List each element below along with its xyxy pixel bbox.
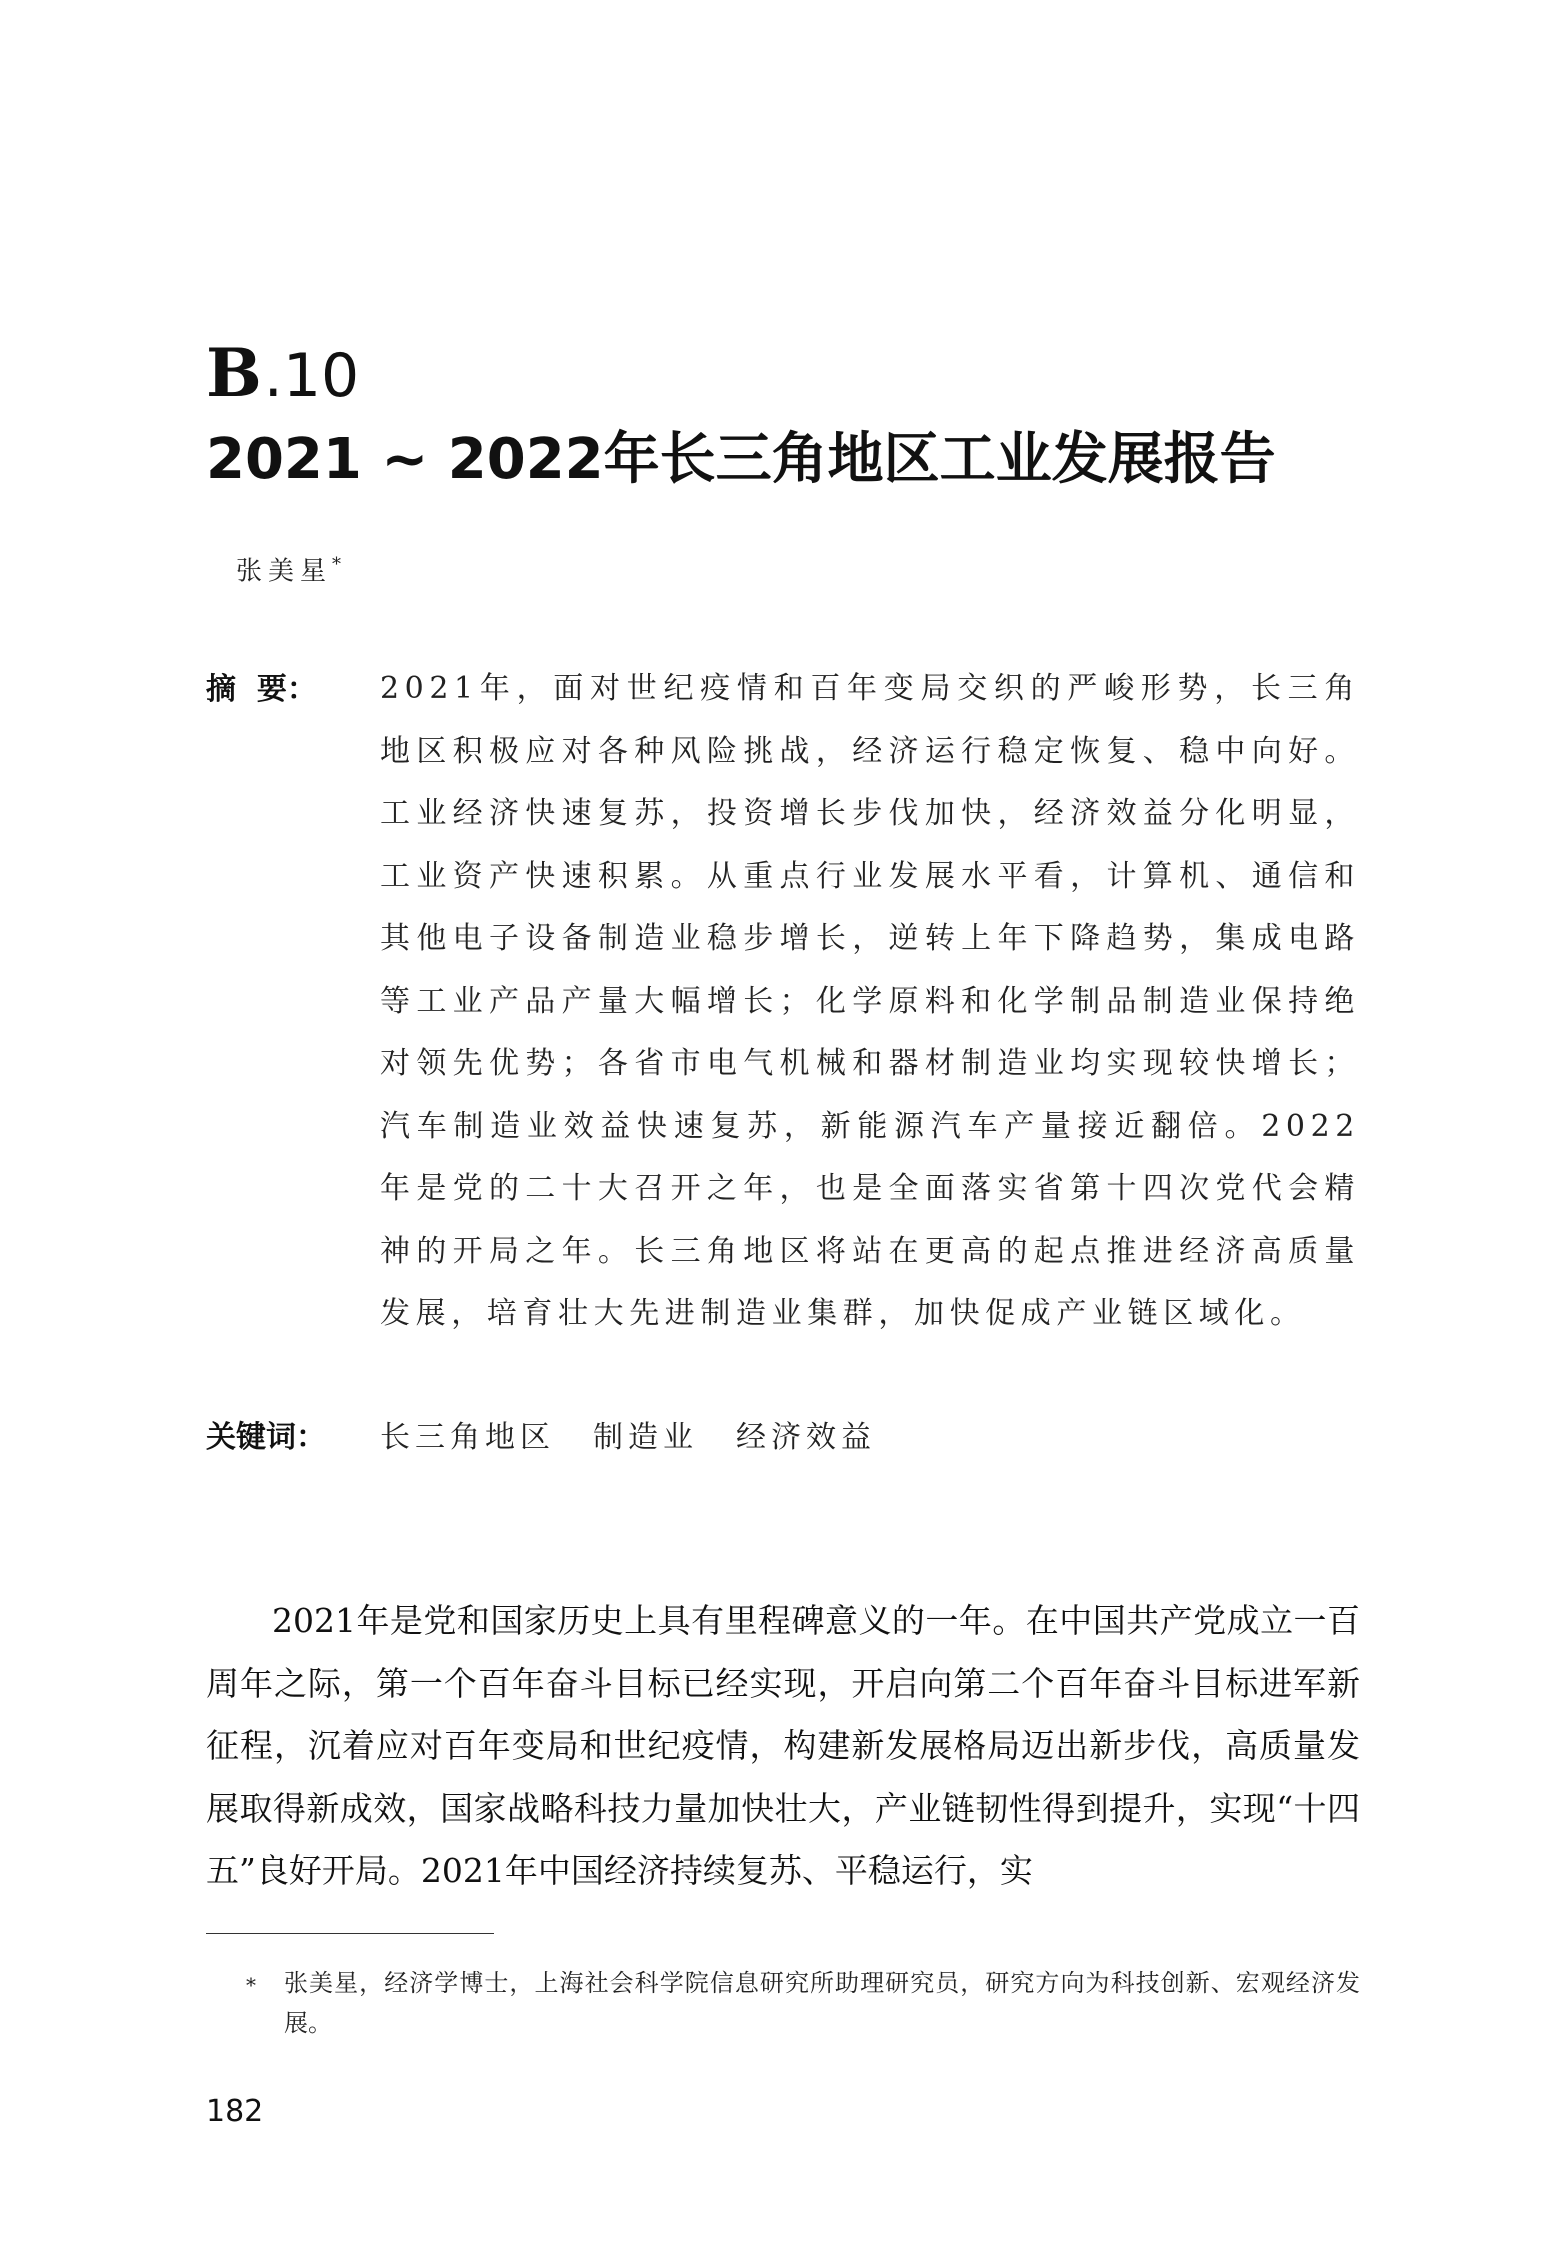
keyword-item: 制造业 bbox=[593, 1420, 698, 1455]
author bbox=[236, 545, 341, 592]
page-number: 182 bbox=[206, 2094, 264, 2129]
body-paragraph: 2021年是党和国家历史上具有里程碑意义的一年。在中国共产党成立一百周年之际，第一个百年奋斗目标已经实现，开启向第二个百年奋斗目标进军新征程，沉着应对百年变局和世纪疫情，构建新发展格局迈出新步伐，高质量发展取得新成效，国家战略科技力量加快壮大，产业链韧性得到提升，实现“十四五”良好开局。2021年中国经济持续复苏、平稳运行，实 bbox=[206, 1601, 1360, 1890]
abstract-text: 2021年，面对世纪疫情和百年变局交织的严峻形势，长三角地区积极应对各种风险挑战，经济运行稳定恢复、稳中向好。工业经济快速复苏，投资增长步伐加快，经济效益分化明显，工业资产快速积累。从重点行业发展水平看，计算机、通信和其他电子设备制造业稳步增长，逆转上年下降趋势，集成电路等工业产品产量大幅增长；化学原料和化学制品制造业保持绝对领先优势；各省市电气机械和器材制造业均实现较快增长；汽车制造业效益快速复苏，新能源汽车产量接近翻倍。2022年是党的二十大召开之年，也是全面落实省第十四次党代会精神的开局之年。长三角地区将站在更高的起点推进经济高质量发展，培育壮大先进制造业集群，加快促成产业链区域化。 bbox=[380, 671, 1360, 1331]
body-text bbox=[206, 1590, 1360, 1903]
series-letter: B bbox=[206, 334, 260, 412]
keywords-label: 关键词： bbox=[206, 1420, 326, 1455]
footnote bbox=[248, 1963, 1360, 2043]
author-footnote-mark: * bbox=[332, 554, 342, 575]
footnote-divider bbox=[206, 1933, 494, 1934]
keyword-item: 经济效益 bbox=[736, 1420, 876, 1455]
page-title: 2021 ~ 2022年长三角地区工业发展报告 bbox=[206, 427, 1276, 492]
abstract-label: 摘 要： bbox=[206, 672, 317, 707]
keywords-list bbox=[380, 1408, 876, 1468]
footnote-text: 张美星，经济学博士，上海社会科学院信息研究所助理研究员，研究方向为科技创新、宏观经济发展。 bbox=[284, 1969, 1360, 2037]
chapter-label bbox=[206, 334, 360, 412]
author-name: 张美星 bbox=[236, 556, 333, 587]
footnote-mark: * bbox=[246, 1973, 256, 1997]
chapter-number: .10 bbox=[263, 341, 360, 411]
keyword-item: 长三角地区 bbox=[380, 1420, 555, 1455]
